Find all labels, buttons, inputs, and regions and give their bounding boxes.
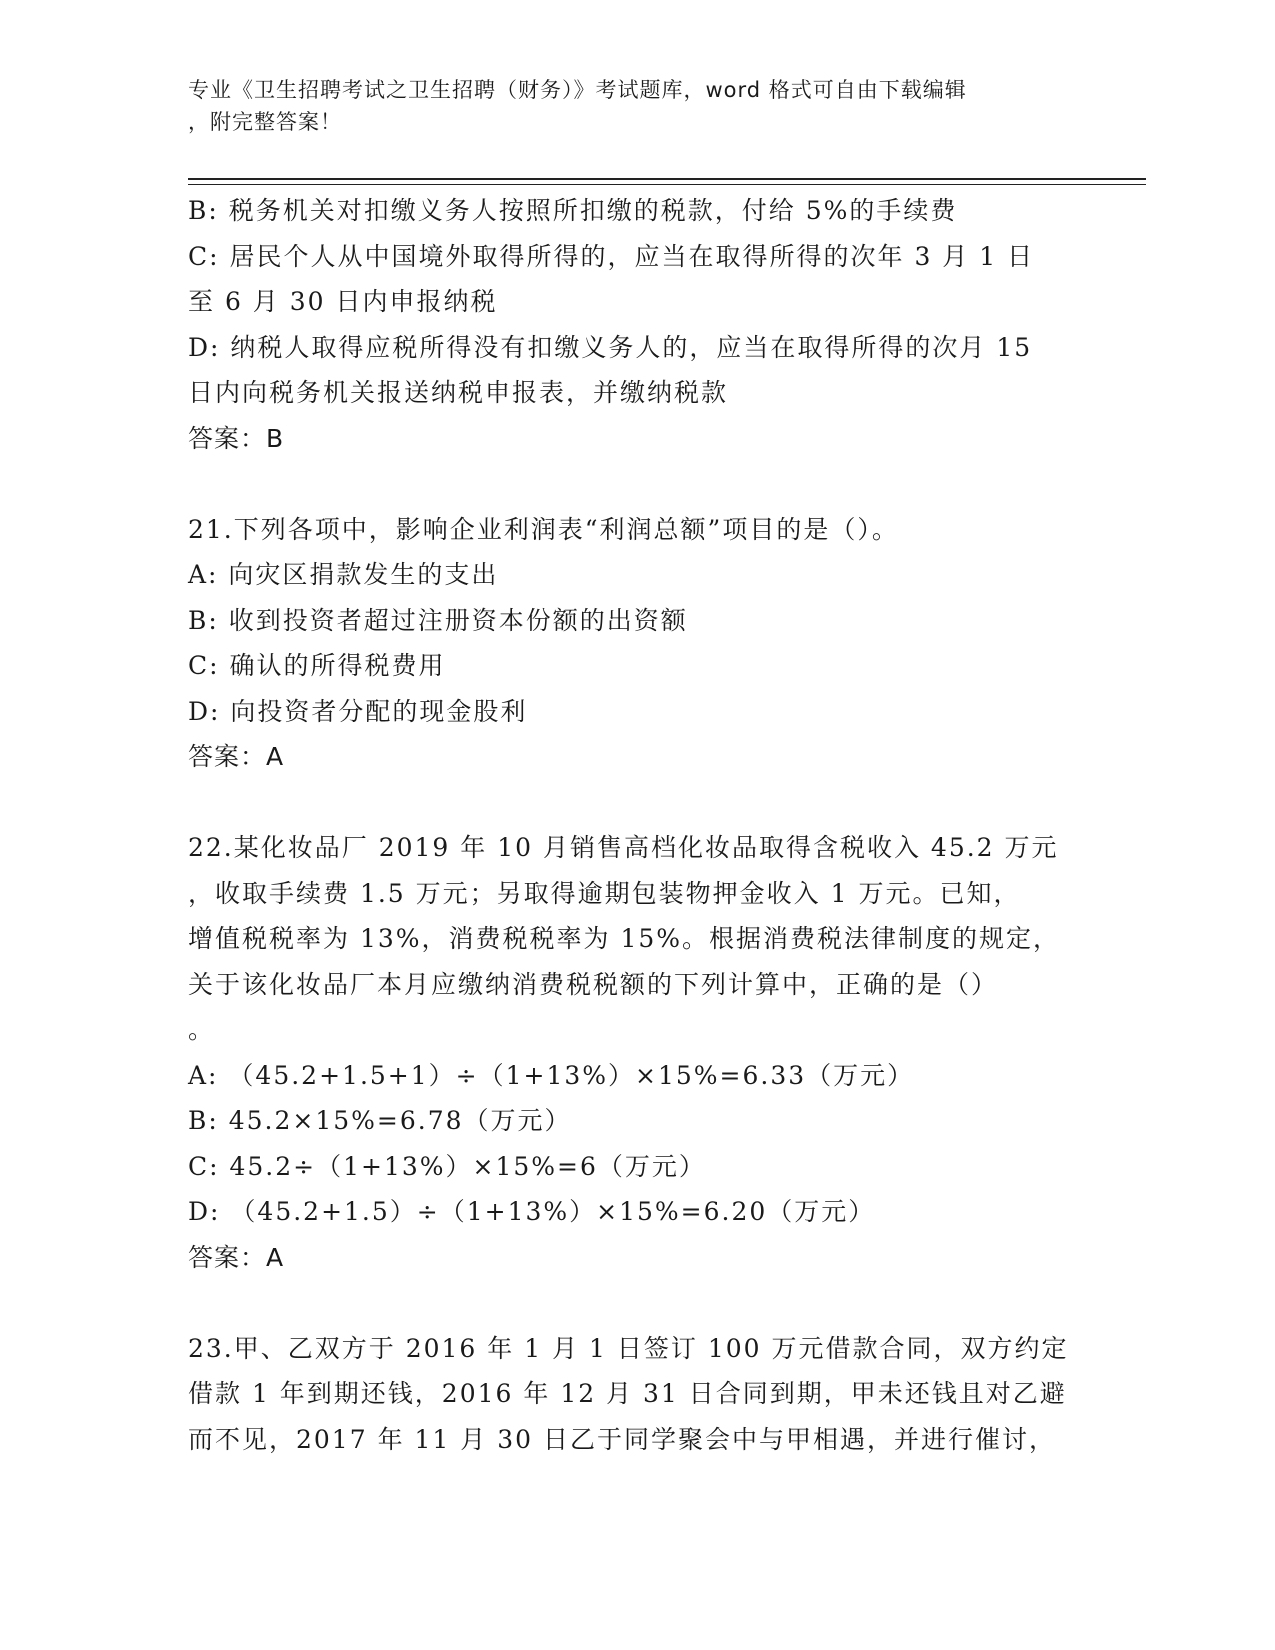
document-header	[188, 74, 1068, 138]
q23-question-line-1: 23.甲、乙双方于 2016 年 1 月 1 日签订 100 万元借款合同，双方约定	[188, 1333, 1069, 1363]
q21-option-d: D: 向投资者分配的现金股利	[188, 696, 528, 726]
document-body	[188, 188, 1088, 1462]
q23-question-line-2: 借款 1 年到期还钱，2016 年 12 月 31 日合同到期，甲未还钱且对乙避	[188, 1379, 1067, 1408]
spacer	[188, 1280, 1088, 1326]
q23-question-line-3: 而不见，2017 年 11 月 30 日乙于同学聚会中与甲相遇，并进行催讨，	[188, 1424, 1056, 1454]
question-20-block	[188, 188, 1088, 461]
q22-option-a: A: （45.2+1.5+1）÷（1+13%）×15%=6.33（万元）	[188, 1060, 915, 1090]
header-rule-thin	[188, 184, 1146, 185]
question-23-block	[188, 1326, 1088, 1463]
q22-question-line-4: 关于该化妆品厂本月应缴纳消费税税额的下列计算中，正确的是（）	[188, 969, 999, 999]
q22-option-c: C: 45.2÷（1+13%）×15%=6（万元）	[188, 1151, 706, 1181]
q22-question-line-5: 。	[188, 1015, 216, 1044]
q21-option-c: C: 确认的所得税费用	[188, 651, 446, 680]
q21-answer: 答案：A	[188, 742, 285, 771]
q22-option-b: B: 45.2×15%=6.78（万元）	[188, 1106, 572, 1135]
q22-option-d: D: （45.2+1.5）÷（1+13%）×15%=6.20（万元）	[188, 1197, 876, 1226]
q22-answer: 答案：A	[188, 1242, 285, 1272]
header-rule-thick	[188, 178, 1146, 180]
q20-option-c-line-2: 至 6 月 30 日内申报纳税	[188, 287, 498, 316]
q21-option-a: A: 向灾区捐款发生的支出	[188, 560, 499, 589]
q22-question-line-2: ，收取手续费 1.5 万元；另取得逾期包装物押金收入 1 万元。已知，	[188, 878, 1021, 908]
q20-option-c-line-1: C: 居民个人从中国境外取得所得的，应当在取得所得的次年 3 月 1 日	[188, 241, 1035, 271]
header-line-1: 专业《卫生招聘考试之卫生招聘（财务）》考试题库，word 格式可自由下载编辑	[188, 78, 967, 102]
q20-option-d-line-2: 日内向税务机关报送纳税申报表，并缴纳税款	[188, 378, 729, 407]
spacer	[188, 780, 1088, 826]
header-line-2: ，附完整答案！	[188, 110, 342, 134]
q21-option-b: B: 收到投资者超过注册资本份额的出资额	[188, 605, 688, 635]
spacer	[188, 461, 1088, 507]
q20-option-d-line-1: D: 纳税人取得应税所得没有扣缴义务人的，应当在取得所得的次月 15	[188, 332, 1033, 362]
question-22-block	[188, 825, 1088, 1280]
q22-question-line-3: 增值税税率为 13%，消费税税率为 15%。根据消费税法律制度的规定，	[188, 924, 1061, 953]
q20-option-b: B: 税务机关对扣缴义务人按照所扣缴的税款，付给 5%的手续费	[188, 196, 958, 225]
q21-question: 21.下列各项中，影响企业利润表“利润总额”项目的是（）。	[188, 514, 899, 544]
question-21-block	[188, 507, 1088, 780]
q22-question-line-1: 22.某化妆品厂 2019 年 10 月销售高档化妆品取得含税收入 45.2 万元	[188, 833, 1059, 862]
q20-answer: 答案：B	[188, 423, 285, 453]
